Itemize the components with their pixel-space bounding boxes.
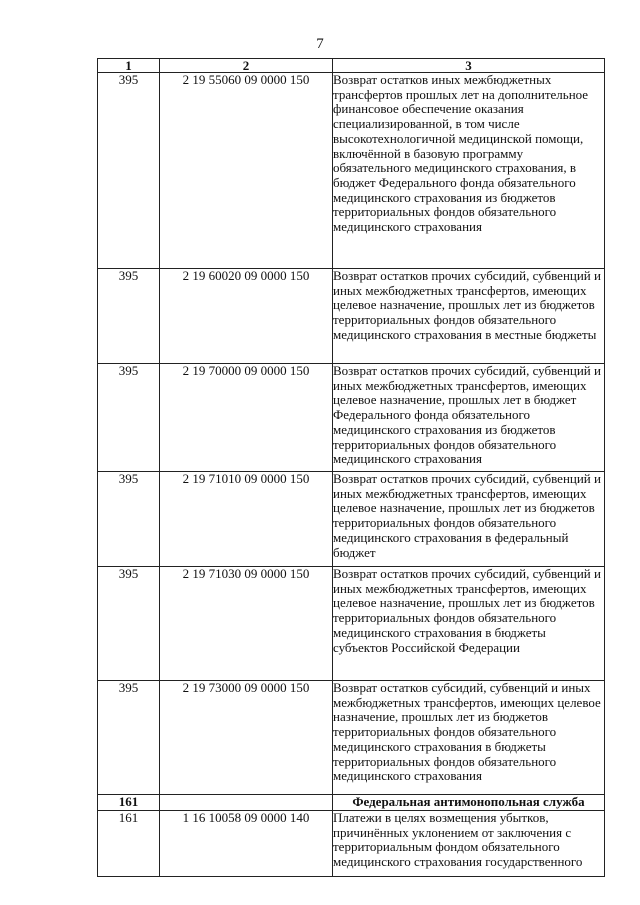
admin-code-cell: 395 xyxy=(98,364,160,472)
section-admin-code-cell: 161 xyxy=(98,795,160,811)
section-title-cell: Федеральная антимонопольная служба xyxy=(333,795,605,811)
description-cell: Возврат остатков прочих субсидий, субвенций и иных межбюджетных трансфертов, имеющих целевое назначение, прошлых лет из бюджетов территориальных фондов обязательного медицинского страхования в местные бюджеты xyxy=(333,269,605,364)
description-cell: Возврат остатков иных межбюджетных трансфертов прошлых лет на дополнительное финансовое обеспечение оказания специализированной, в том числе высокотехнологичной медицинской помощи, включённой в базовую программу обязательного медицинского страхования, в бюджет Федерального фонда обязательного медицинского страхования из бюджетов территориальных фондов обязательного медицинского страхования xyxy=(333,73,605,269)
table-row xyxy=(98,811,605,877)
table-row xyxy=(98,73,605,269)
description-cell: Возврат остатков прочих субсидий, субвенций и иных межбюджетных трансфертов, имеющих целевое назначение, прошлых лет из бюджетов территориальных фондов обязательного медицинского страхования в бюджеты субъектов Российской Федерации xyxy=(333,567,605,681)
table-row xyxy=(98,567,605,681)
admin-code-cell: 395 xyxy=(98,567,160,681)
budget-code-cell: 2 19 71010 09 0000 150 xyxy=(160,472,333,567)
table-row xyxy=(98,681,605,795)
table-row xyxy=(98,269,605,364)
budget-codes-table xyxy=(97,58,605,877)
budget-code-cell: 2 19 60020 09 0000 150 xyxy=(160,269,333,364)
column-header-1: 1 xyxy=(98,59,160,73)
budget-code-cell: 2 19 55060 09 0000 150 xyxy=(160,73,333,269)
page-number: 7 xyxy=(316,36,324,52)
section-row xyxy=(98,795,605,811)
table-row xyxy=(98,364,605,472)
admin-code-cell: 395 xyxy=(98,269,160,364)
section-code-cell xyxy=(160,795,333,811)
admin-code-cell: 395 xyxy=(98,472,160,567)
admin-code-cell: 395 xyxy=(98,681,160,795)
description-cell: Платежи в целях возмещения убытков, причинённых уклонением от заключения с территориальным фондом обязательного медицинского страхования государственного xyxy=(333,811,605,877)
budget-code-cell: 2 19 73000 09 0000 150 xyxy=(160,681,333,795)
admin-code-cell: 161 xyxy=(98,811,160,877)
table-row xyxy=(98,472,605,567)
budget-code-cell: 2 19 71030 09 0000 150 xyxy=(160,567,333,681)
budget-code-cell: 1 16 10058 09 0000 140 xyxy=(160,811,333,877)
description-cell: Возврат остатков прочих субсидий, субвенций и иных межбюджетных трансфертов, имеющих целевое назначение, прошлых лет из бюджетов территориальных фондов обязательного медицинского страхования в федеральный бюджет xyxy=(333,472,605,567)
description-cell: Возврат остатков прочих субсидий, субвенций и иных межбюджетных трансфертов, имеющих целевое назначение, прошлых лет в бюджет Федерального фонда обязательного медицинского страхования из бюджетов территориальных фондов обязательного медицинского страхования xyxy=(333,364,605,472)
description-cell: Возврат остатков субсидий, субвенций и иных межбюджетных трансфертов, имеющих целевое назначение, прошлых лет из бюджетов территориальных фондов обязательного медицинского страхования в бюджеты территориальных фондов обязательного медицинского страхования xyxy=(333,681,605,795)
table-header xyxy=(98,59,605,73)
budget-code-cell: 2 19 70000 09 0000 150 xyxy=(160,364,333,472)
admin-code-cell: 395 xyxy=(98,73,160,269)
column-header-3: 3 xyxy=(333,59,605,73)
column-header-2: 2 xyxy=(160,59,333,73)
